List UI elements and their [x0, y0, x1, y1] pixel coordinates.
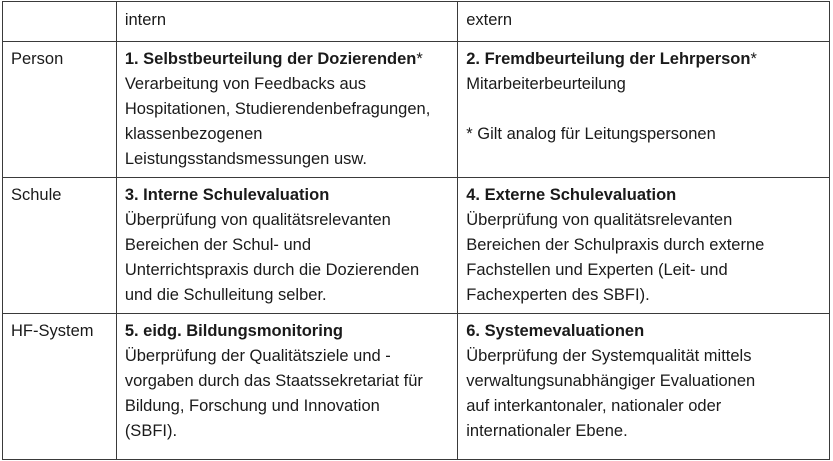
cell-line: und die Schulleitung selber.: [124, 286, 327, 304]
cell-line: Hospitationen, Studierendenbefragungen,: [124, 100, 431, 118]
cell-line: Bereichen der Schul- und: [124, 236, 312, 254]
cell-line: internationaler Ebene.: [466, 422, 628, 440]
cell-line: Überprüfung von qualitätsrelevanten: [466, 211, 733, 229]
cell-line: Verarbeitung von Feedbacks aus: [124, 75, 367, 93]
cell-title: 1. Selbstbeurteilung der Dozierenden*: [124, 50, 423, 68]
table-row-person: [3, 42, 830, 178]
cell-line: Fachexperten des SBFI).: [466, 286, 650, 304]
cell-line: Überprüfung von qualitätsrelevanten: [124, 211, 391, 229]
cell-title: 3. Interne Schulevaluation: [124, 186, 330, 204]
footnote: * Gilt analog für Leitungspersonen: [466, 125, 716, 143]
cell-line: vorgaben durch das Staatssekretariat für: [124, 372, 423, 390]
cell-line: Überprüfung der Qualitätsziele und -: [124, 347, 391, 365]
header-intern: intern: [116, 2, 457, 42]
cell-person-extern: [458, 42, 830, 178]
cell-line: auf interkantonaler, nationaler oder: [466, 397, 722, 415]
cell-line: klassenbezogenen: [124, 125, 263, 143]
cell-schule-intern: [116, 178, 457, 314]
cell-title: 2. Fremdbeurteilung der Lehrperson*: [466, 50, 757, 68]
cell-line: Überprüfung der Systemqualität mittels: [466, 347, 752, 365]
table-row-hf-system: [3, 314, 830, 460]
cell-title: 4. Externe Schulevaluation: [466, 186, 677, 204]
table-row-schule: [3, 178, 830, 314]
cell-schule-extern: [458, 178, 830, 314]
cell-line: Leistungsstandsmessungen usw.: [124, 150, 367, 168]
cell-line: Bereichen der Schulpraxis durch externe: [466, 236, 765, 254]
header-corner-cell: [3, 2, 117, 42]
cell-line: verwaltungsunabhängiger Evaluationen: [466, 372, 756, 390]
row-label-person: Person: [3, 42, 117, 178]
evaluation-matrix-table: [2, 1, 830, 460]
cell-hf-system-extern: [458, 314, 830, 460]
header-row: [3, 2, 830, 42]
cell-person-intern: [116, 42, 457, 178]
cell-line: (SBFI).: [124, 422, 178, 440]
header-extern: extern: [458, 2, 830, 42]
cell-hf-system-intern: [116, 314, 457, 460]
cell-title: 5. eidg. Bildungsmonitoring: [124, 322, 343, 340]
cell-line: Unterrichtspraxis durch die Dozierenden: [124, 261, 420, 279]
cell-line: Mitarbeiterbeurteilung: [466, 75, 626, 93]
row-label-hf-system: HF-System: [3, 314, 117, 460]
cell-title: 6. Systemevaluationen: [466, 322, 645, 340]
cell-line: Fachstellen und Experten (Leit- und: [466, 261, 728, 279]
row-label-schule: Schule: [3, 178, 117, 314]
cell-line: Bildung, Forschung und Innovation: [124, 397, 380, 415]
